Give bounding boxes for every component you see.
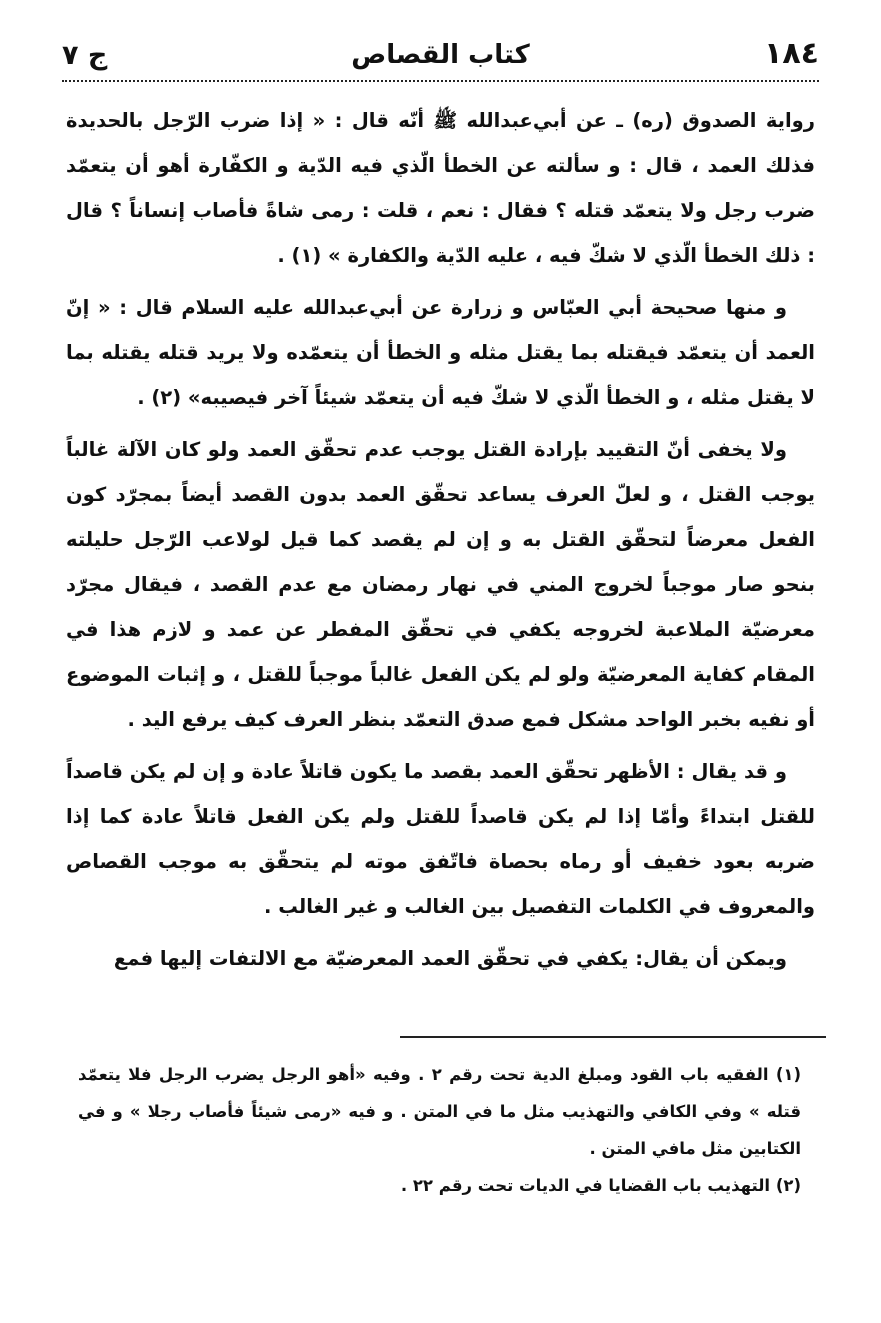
footnote: (١) الفقيه باب القود ومبلغ الدية تحت رقم ٢ . وفيه «أهو الرجل يضرب الرجل فلا يتعمّد قتله » وفي الكافي والتهذيب مثل ما في المتن . و فيه «رمى شيئاً فأصاب رجلا » و في الكتابين مثل مافي المتن .	[78, 1065, 801, 1158]
footnote-divider	[400, 1036, 826, 1038]
main-text	[66, 98, 815, 988]
header-divider	[62, 80, 819, 82]
paragraph: و قد يقال : الأظهر تحقّق العمد بقصد ما يكون قاتلاً عادة و إن لم يكن قاصداً للقتل ابتداءً وأمّا إذا لم يكن قاصداً للقتل ولم يكن الفعل قاتلاً عادة كما إذا ضربه بعود خفيف أو رماه بحصاة فاتّفق موته لم يتحقّق به موجب القصاص والمعروف في الكلمات التفصيل بين الغالب و غير الغالب .	[66, 760, 815, 918]
footnotes	[78, 1056, 801, 1204]
volume-number: ج ٧	[62, 40, 108, 71]
page-header	[62, 30, 819, 82]
running-title: كتاب القصاص	[351, 40, 530, 70]
footnote: (٢) التهذيب باب القضايا في الديات تحت رقم ٢٢ .	[400, 1176, 801, 1195]
page-number: ١٨٤	[764, 36, 819, 71]
paragraph: ويمكن أن يقال: يكفي في تحقّق العمد المعرضيّة مع الالتفات إليها فمع	[113, 947, 787, 970]
paragraph: رواية الصدوق (ره) ـ عن أبي‌عبدالله ﷺ أنّه قال : « إذا ضرب الرّجل بالحديدة فذلك العمد ، قال : و سألته عن الخطأ الّذي فيه الدّية و الكفّارة أهو أن يتعمّد ضرب رجل ولا يتعمّد قتله ؟ فقال : نعم ، قلت : رمى شاةً فأصاب إنساناً ؟ قال : ذلك الخطأ الّذي لا شكّ فيه ، عليه الدّية والكفارة » (١) .	[66, 109, 815, 267]
paragraph: ولا يخفى أنّ التقييد بإرادة القتل يوجب عدم تحقّق العمد ولو كان الآلة غالباً يوجب القتل ، و لعلّ العرف يساعد تحقّق العمد بدون القصد أيضاً بمجرّد كون الفعل معرضاً لتحقّق القتل به و إن لم يقصد كما قيل لولاعب الرّجل حليلته بنحو صار موجباً لخروج المني في نهار رمضان مع عدم القصد ، فيقال مجرّد معرضيّة الملاعبة لخروجه يكفي في تحقّق المفطر عن عمد و لازم هذا في المقام كفاية المعرضيّة ولو لم يكن الفعل غالباً موجباً للقتل ، و إثبات الموضوع أو نفيه بخبر الواحد مشكل فمع صدق التعمّد بنظر العرف كيف يرفع اليد .	[66, 438, 815, 731]
paragraph: و منها صحيحة أبي العبّاس و زرارة عن أبي‌عبدالله عليه السلام قال : « إنّ العمد أن يتعمّد فيقتله بما يقتل مثله و الخطأ أن يتعمّده ولا يريد قتله يقتله بما لا يقتل مثله ، و الخطأ الّذي لا شكّ فيه أن يتعمّد شيئاً آخر فيصيبه» (٢) .	[66, 296, 815, 409]
